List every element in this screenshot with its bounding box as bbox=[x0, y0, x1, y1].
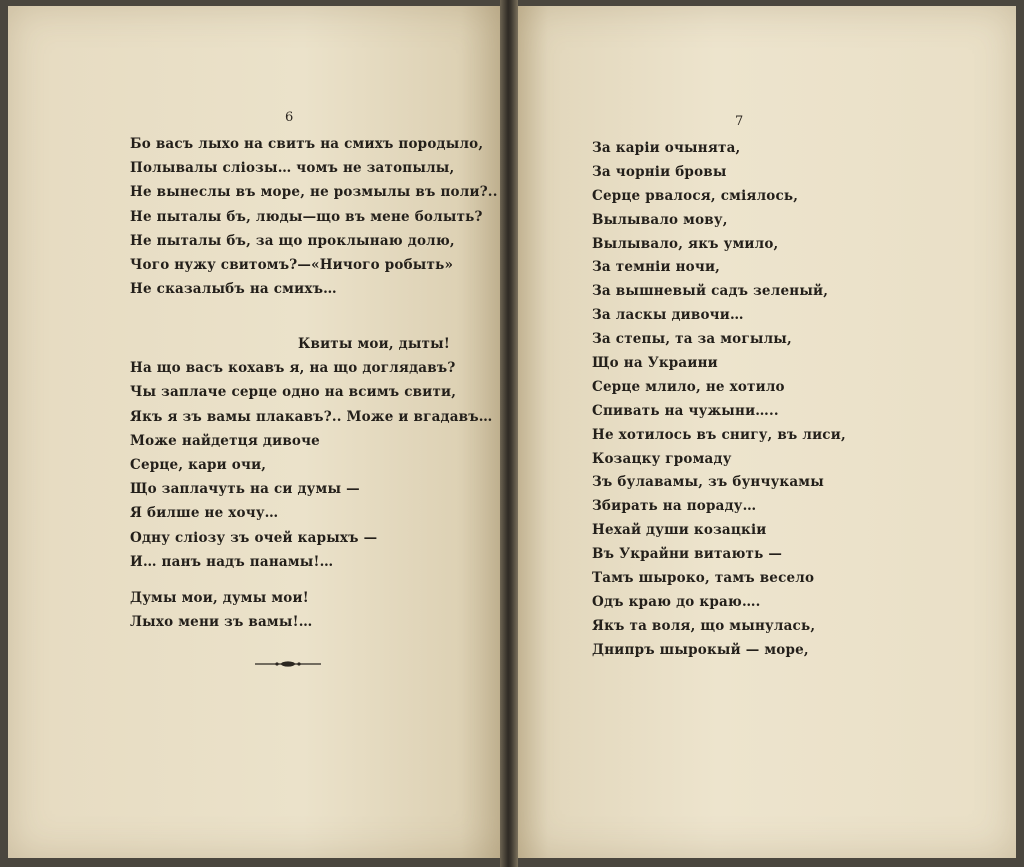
verse-line: Квиты мои, дыты! bbox=[298, 336, 450, 352]
verse-line: Якъ я зъ вамы плакавъ?.. Може и вгадавъ… bbox=[130, 408, 493, 425]
verse-line: Бо васъ лыхо на свитъ на смихъ породыло, bbox=[130, 136, 484, 152]
verse-line: И… панъ надъ панамы!… bbox=[130, 553, 334, 570]
verse-line: Тамъ шыроко, тамъ весело bbox=[592, 570, 815, 587]
verse-line: Нехай души козацкiи bbox=[592, 522, 767, 539]
verse-line: За степы, та за могылы, bbox=[592, 331, 792, 348]
verse-line: Що на Украини bbox=[592, 355, 718, 372]
verse-line: Одъ краю до краю…. bbox=[592, 593, 761, 610]
verse-line: Якъ та воля, що мынулась, bbox=[592, 617, 816, 634]
verse-line: Думы мои, думы мои! bbox=[130, 590, 309, 606]
verse-line: Збирать на пораду… bbox=[592, 498, 757, 515]
verse-line: Не вынеслы въ море, не розмылы въ поли?.. bbox=[130, 184, 498, 201]
verse-line: За ласкы дивочи… bbox=[592, 307, 744, 324]
stanza-2 bbox=[130, 332, 493, 574]
verse-line: Я билше не хочу… bbox=[130, 505, 279, 522]
verse-line: Спивать на чужыни….. bbox=[592, 402, 779, 419]
right-page bbox=[518, 6, 1016, 858]
verse-line: Козацку громаду bbox=[592, 450, 732, 467]
verse-line: Полывалы слiозы… чомъ не затопылы, bbox=[130, 160, 455, 177]
verse-line: За темнiи ночи, bbox=[592, 259, 721, 276]
stanza-1 bbox=[130, 132, 498, 301]
verse-line: Що заплачуть на си думы — bbox=[130, 481, 360, 498]
stanza-3 bbox=[130, 586, 312, 634]
left-page bbox=[8, 6, 500, 858]
ornament-divider bbox=[251, 658, 325, 670]
verse-line: За чорнiи бровы bbox=[592, 163, 727, 180]
verse-line: Серце, кари очи, bbox=[130, 456, 267, 473]
page-number-left: 6 bbox=[285, 110, 294, 125]
verse-line: Серце рвалося, смiялось, bbox=[592, 187, 799, 204]
verse-line: Чого нужу свитомъ?—«Ничого робыть» bbox=[130, 256, 454, 273]
verse-line: Одну слiозу зъ очей карыхъ — bbox=[130, 529, 378, 546]
verse-line: На що васъ кохавъ я, на що доглядавъ? bbox=[130, 360, 456, 377]
verse-line: За вышневый садъ зеленый, bbox=[592, 283, 829, 300]
verse-line: Не сказалыбъ на смихъ… bbox=[130, 281, 337, 298]
verse-line: За карiи очынята, bbox=[592, 140, 741, 156]
verse-line: Вылывало, якъ умило, bbox=[592, 235, 779, 252]
verse-line: Не пыталы бъ, люды—що въ мене болыть? bbox=[130, 208, 483, 225]
verse-line: Лыхо мени зъ вамы!… bbox=[130, 614, 313, 631]
page-number-right: 7 bbox=[735, 114, 744, 129]
book-gutter bbox=[500, 0, 518, 867]
verse-line: Не хотилось въ снигу, въ лиси, bbox=[592, 426, 846, 443]
verse-line: Вылывало мову, bbox=[592, 211, 728, 228]
verse-line: Серце млило, не хотило bbox=[592, 378, 785, 395]
verse-line: Може найдетця дивоче bbox=[130, 432, 320, 449]
verse-line: Днипръ шырокый — море, bbox=[592, 641, 809, 658]
verse-line: Не пыталы бъ, за що проклынаю долю, bbox=[130, 232, 455, 249]
right-verse bbox=[592, 137, 846, 663]
verse-line: Зъ булавамы, зъ бунчукамы bbox=[592, 474, 824, 491]
verse-line: Чы заплаче серце одно на всимъ свити, bbox=[130, 384, 457, 401]
verse-line: Въ Украйни витають — bbox=[592, 546, 783, 563]
